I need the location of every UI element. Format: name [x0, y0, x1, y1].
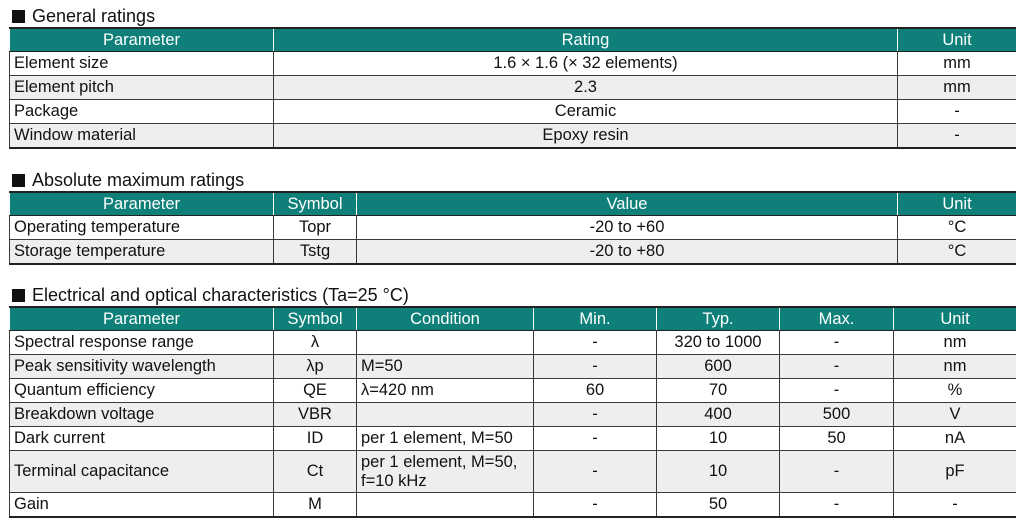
- cell-condition: [357, 493, 534, 518]
- cell-parameter: Window material: [10, 124, 274, 149]
- table-row: [10, 403, 1016, 427]
- cell-unit: %: [894, 379, 1016, 403]
- cell-parameter: Package: [10, 100, 274, 124]
- cell-rating: 1.6 × 1.6 (× 32 elements): [274, 52, 898, 76]
- cell-typ: 10: [657, 427, 780, 451]
- cell-symbol: QE: [274, 379, 357, 403]
- cell-parameter: Terminal capacitance: [10, 451, 274, 493]
- header-unit: Unit: [898, 28, 1016, 52]
- cell-unit: nA: [894, 427, 1016, 451]
- cell-parameter: Gain: [10, 493, 274, 518]
- square-bullet-icon: [12, 10, 25, 23]
- cell-unit: -: [894, 493, 1016, 518]
- cell-typ: 10: [657, 451, 780, 493]
- cell-condition: [357, 403, 534, 427]
- cell-rating: 2.3: [274, 76, 898, 100]
- header-typ: Typ.: [657, 307, 780, 331]
- electrical-characteristics-table: [9, 306, 1016, 518]
- cell-parameter: Peak sensitivity wavelength: [10, 355, 274, 379]
- cell-unit: -: [898, 100, 1016, 124]
- table-row: [10, 379, 1016, 403]
- general-ratings-table: [9, 27, 1016, 149]
- table-row: [10, 76, 1016, 100]
- table-row: [10, 331, 1016, 355]
- general-ratings-heading: [12, 6, 155, 26]
- cell-typ: 70: [657, 379, 780, 403]
- cell-typ: 600: [657, 355, 780, 379]
- table-row: [10, 124, 1016, 149]
- cell-min: -: [534, 493, 657, 518]
- table-row: [10, 100, 1016, 124]
- cell-value: -20 to +60: [357, 216, 898, 240]
- absolute-ratings-heading: [12, 170, 244, 190]
- table-header-row: [10, 192, 1016, 216]
- cell-symbol: Ct: [274, 451, 357, 493]
- cell-condition: [357, 331, 534, 355]
- cell-unit: mm: [898, 52, 1016, 76]
- cell-symbol: Topr: [274, 216, 357, 240]
- header-rating: Rating: [274, 28, 898, 52]
- cell-symbol: λ: [274, 331, 357, 355]
- cell-min: 60: [534, 379, 657, 403]
- cell-rating: Ceramic: [274, 100, 898, 124]
- general-ratings-title: General ratings: [32, 6, 156, 26]
- table-row: [10, 216, 1016, 240]
- square-bullet-icon: [12, 174, 25, 187]
- header-max: Max.: [780, 307, 894, 331]
- cell-parameter: Quantum efficiency: [10, 379, 274, 403]
- cell-unit: nm: [894, 355, 1016, 379]
- cell-unit: V: [894, 403, 1016, 427]
- square-bullet-icon: [12, 289, 25, 302]
- cell-symbol: λp: [274, 355, 357, 379]
- header-value: Value: [357, 192, 898, 216]
- cell-max: -: [780, 493, 894, 518]
- header-symbol: Symbol: [274, 192, 357, 216]
- table-header-row: [10, 28, 1016, 52]
- electrical-characteristics-title: Electrical and optical characteristics (Ta=25 °C): [32, 285, 409, 305]
- cell-max: -: [780, 331, 894, 355]
- header-unit: Unit: [894, 307, 1016, 331]
- cell-symbol: Tstg: [274, 240, 357, 265]
- cell-parameter: Operating temperature: [10, 216, 274, 240]
- header-condition: Condition: [357, 307, 534, 331]
- cell-unit: °C: [898, 240, 1016, 265]
- cell-min: -: [534, 355, 657, 379]
- cell-unit: -: [898, 124, 1016, 149]
- cell-typ: 400: [657, 403, 780, 427]
- cell-min: -: [534, 331, 657, 355]
- cell-unit: pF: [894, 451, 1016, 493]
- cell-max: 500: [780, 403, 894, 427]
- table-row: [10, 493, 1016, 518]
- table-header-row: [10, 307, 1016, 331]
- cell-symbol: ID: [274, 427, 357, 451]
- absolute-ratings-title: Absolute maximum ratings: [32, 170, 245, 190]
- cell-condition: λ=420 nm: [357, 379, 534, 403]
- cell-condition: per 1 element, M=50, f=10 kHz: [357, 451, 534, 493]
- cell-parameter: Breakdown voltage: [10, 403, 274, 427]
- header-unit: Unit: [898, 192, 1016, 216]
- electrical-characteristics-heading: [12, 285, 409, 305]
- cell-symbol: M: [274, 493, 357, 518]
- cell-parameter: Dark current: [10, 427, 274, 451]
- cell-value: -20 to +80: [357, 240, 898, 265]
- cell-parameter: Element size: [10, 52, 274, 76]
- table-row: [10, 355, 1016, 379]
- cell-parameter: Storage temperature: [10, 240, 274, 265]
- header-parameter: Parameter: [10, 192, 274, 216]
- header-parameter: Parameter: [10, 307, 274, 331]
- cell-max: 50: [780, 427, 894, 451]
- table-row: [10, 451, 1016, 493]
- cell-rating: Epoxy resin: [274, 124, 898, 149]
- cell-typ: 50: [657, 493, 780, 518]
- cell-unit: nm: [894, 331, 1016, 355]
- cell-symbol: VBR: [274, 403, 357, 427]
- cell-min: -: [534, 403, 657, 427]
- cell-parameter: Spectral response range: [10, 331, 274, 355]
- table-row: [10, 427, 1016, 451]
- cell-max: -: [780, 451, 894, 493]
- cell-max: -: [780, 355, 894, 379]
- cell-typ: 320 to 1000: [657, 331, 780, 355]
- absolute-ratings-table: [9, 191, 1016, 265]
- cell-max: -: [780, 379, 894, 403]
- table-row: [10, 240, 1016, 265]
- cell-min: -: [534, 451, 657, 493]
- header-min: Min.: [534, 307, 657, 331]
- cell-condition: per 1 element, M=50: [357, 427, 534, 451]
- header-symbol: Symbol: [274, 307, 357, 331]
- header-parameter: Parameter: [10, 28, 274, 52]
- cell-condition: M=50: [357, 355, 534, 379]
- table-row: [10, 52, 1016, 76]
- cell-unit: °C: [898, 216, 1016, 240]
- cell-unit: mm: [898, 76, 1016, 100]
- cell-min: -: [534, 427, 657, 451]
- cell-parameter: Element pitch: [10, 76, 274, 100]
